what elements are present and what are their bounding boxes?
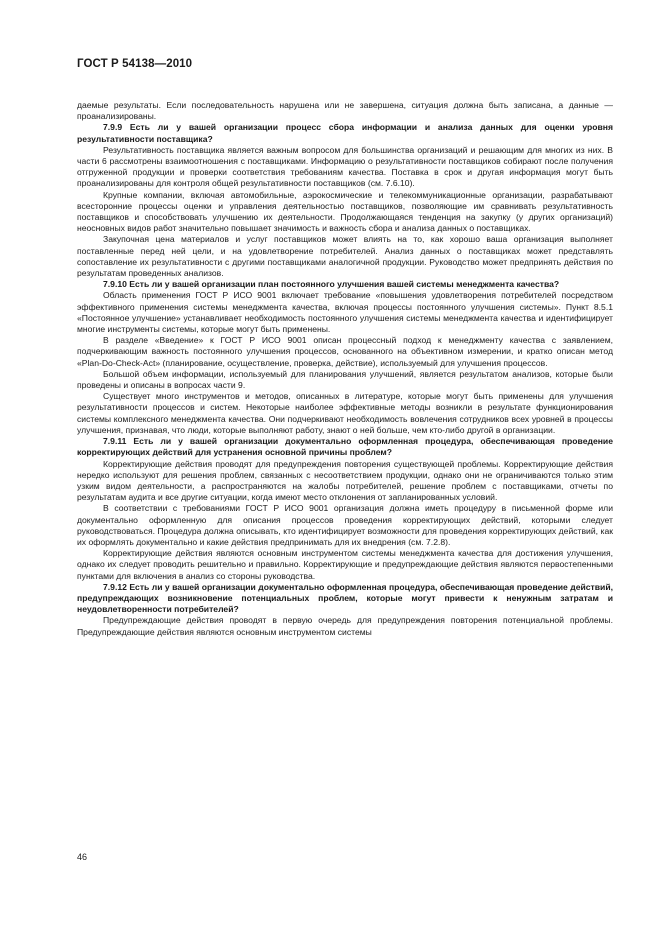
section-heading: 7.9.12 Есть ли у вашей организации документально оформленная процедура, обеспечивающая проведение действий, предупреждающих возникновение потенциальных проблем, которые могут привести к ненужным затратам и неудовлетворенности потребителей? bbox=[77, 581, 613, 615]
paragraph: Закупочная цена материалов и услуг поставщиков может влиять на то, как хорошо ваша организация выполняет поставленные перед ней цели, и на удовлетворение потребителей. Анализ данных о поставщиках может представлять сопоставление их результативности с другими поставщиками аналогичной продукции. Руководство может предпринять действия по результатам проведенных анализов. bbox=[77, 234, 613, 279]
document-code: ГОСТ Р 54138—2010 bbox=[77, 58, 193, 70]
paragraph: Корректирующие действия проводят для предупреждения повторения существующей проблемы. Корректирующие действия нередко используют для решения проблем, связанных с несоответствием продукции, однако они не ограничиваются только этим узким видом деятельности, а распространяются на жалобы потребителей, решение проблем с поставщиками, отчеты по результатам аудита и все другие ситуации, когда имеют место отклонения от запланированных условий. bbox=[77, 458, 613, 503]
paragraph: В соответствии с требованиями ГОСТ Р ИСО 9001 организация должна иметь процедуру в письменной форме или документально оформленную для описания процессов проведения корректирующих действий, которыми следует руководствоваться. Процедура должна описывать, кто идентифицирует возможности для проведения корректирующих действий, как их оформлять документально и какие действия предпринимать для их внедрения (см. 7.2.8). bbox=[77, 503, 613, 547]
section-heading: 7.9.9 Есть ли у вашей организации процесс сбора информации и анализа данных для оценки уровня результативности поставщика? bbox=[77, 122, 613, 144]
paragraph: Область применения ГОСТ Р ИСО 9001 включает требование «повышения удовлетворения потребителей посредством эффективного применения системы менеджмента качества, включая процессы постоянного улучшения системы». Пункт 8.5.1 «Постоянное улучшение» устанавливает необходимость постоянного улучшения системы менеджмента качества и идентифицирует многие инструменты системы, которые могут быть применены. bbox=[77, 290, 613, 335]
paragraph: Корректирующие действия являются основным инструментом системы менеджмента качества для достижения улучшения, однако их следует проводить решительно и правильно. Корректирующие и предупреждающие действия являются первостепенными пунктами для включения в анализ со стороны руководства. bbox=[77, 548, 613, 581]
paragraph: Большой объем информации, используемый для планирования улучшений, является результатом анализов, которые были проведены и описаны в вопросах части 9. bbox=[77, 368, 613, 391]
paragraph: Крупные компании, включая автомобильные, аэрокосмические и телекоммуникационные организации, разрабатывают всесторонние процессы оценки и управления деятельностью поставщиков, позволяющие им сравнивать результативность поставщиков и способствовать улучшению их деятельности. Продолжающаяся тенденция на закупку (у других организаций) неосновных видов работ значительно повышает значимость и важность сбора и анализа данных о поставщиках. bbox=[77, 189, 613, 234]
document-page bbox=[77, 58, 613, 638]
document-body bbox=[77, 100, 613, 638]
section-heading: 7.9.10 Есть ли у вашей организации план постоянного улучшения вашей системы менеджмента качества? bbox=[103, 279, 560, 290]
section-heading: 7.9.11 Есть ли у вашей организации документально оформленная процедура, обеспечивающая проведение корректирующих действий для устранения основной причины проблем? bbox=[77, 436, 613, 458]
paragraph: даемые результаты. Если последовательность нарушена или не завершена, ситуация должна быть записана, а данные — проанализированы. bbox=[77, 100, 613, 122]
paragraph: Предупреждающие действия проводят в первую очередь для предупреждения повторения потенциальной проблемы. Предупреждающие действия являются основным инструментом системы bbox=[77, 615, 613, 637]
paragraph: Существует много инструментов и методов, описанных в литературе, которые могут быть применены для улучшения результативности процессов и систем. Некоторые наиболее эффективные методы возникли в результате функционирования системы комплексного менеджмента качества. Они подчеркивают необходимость вовлечения сотрудников всех уровней в процессы улучшения, признавая, что люди, которые выполняют работу, знают о ней больше, чем кто-либо другой в организации. bbox=[77, 391, 613, 435]
paragraph: Результативность поставщика является важным вопросом для большинства организаций и решающим для многих из них. В части 6 рассмотрены взаимоотношения с поставщиками. Информацию о результативности поставщиков собирают после получения отгруженной продукции и проверки соответствия требованиям качества. Поставка в срок и другая информация могут быть проанализированы для контроля общей результативности поставщиков (см. 7.6.10). bbox=[77, 144, 613, 189]
paragraph: В разделе «Введение» к ГОСТ Р ИСО 9001 описан процессный подход к менеджменту качества с заявлением, подчеркивающим важность постоянного улучшения процессов, основанного на объективном измерении, и кратко описан метод «Plan-Do-Check-Act» (планирование, осуществление, проверка, действие), используемый для улучшения процессов. bbox=[77, 335, 613, 368]
page-number: 46 bbox=[77, 852, 88, 862]
